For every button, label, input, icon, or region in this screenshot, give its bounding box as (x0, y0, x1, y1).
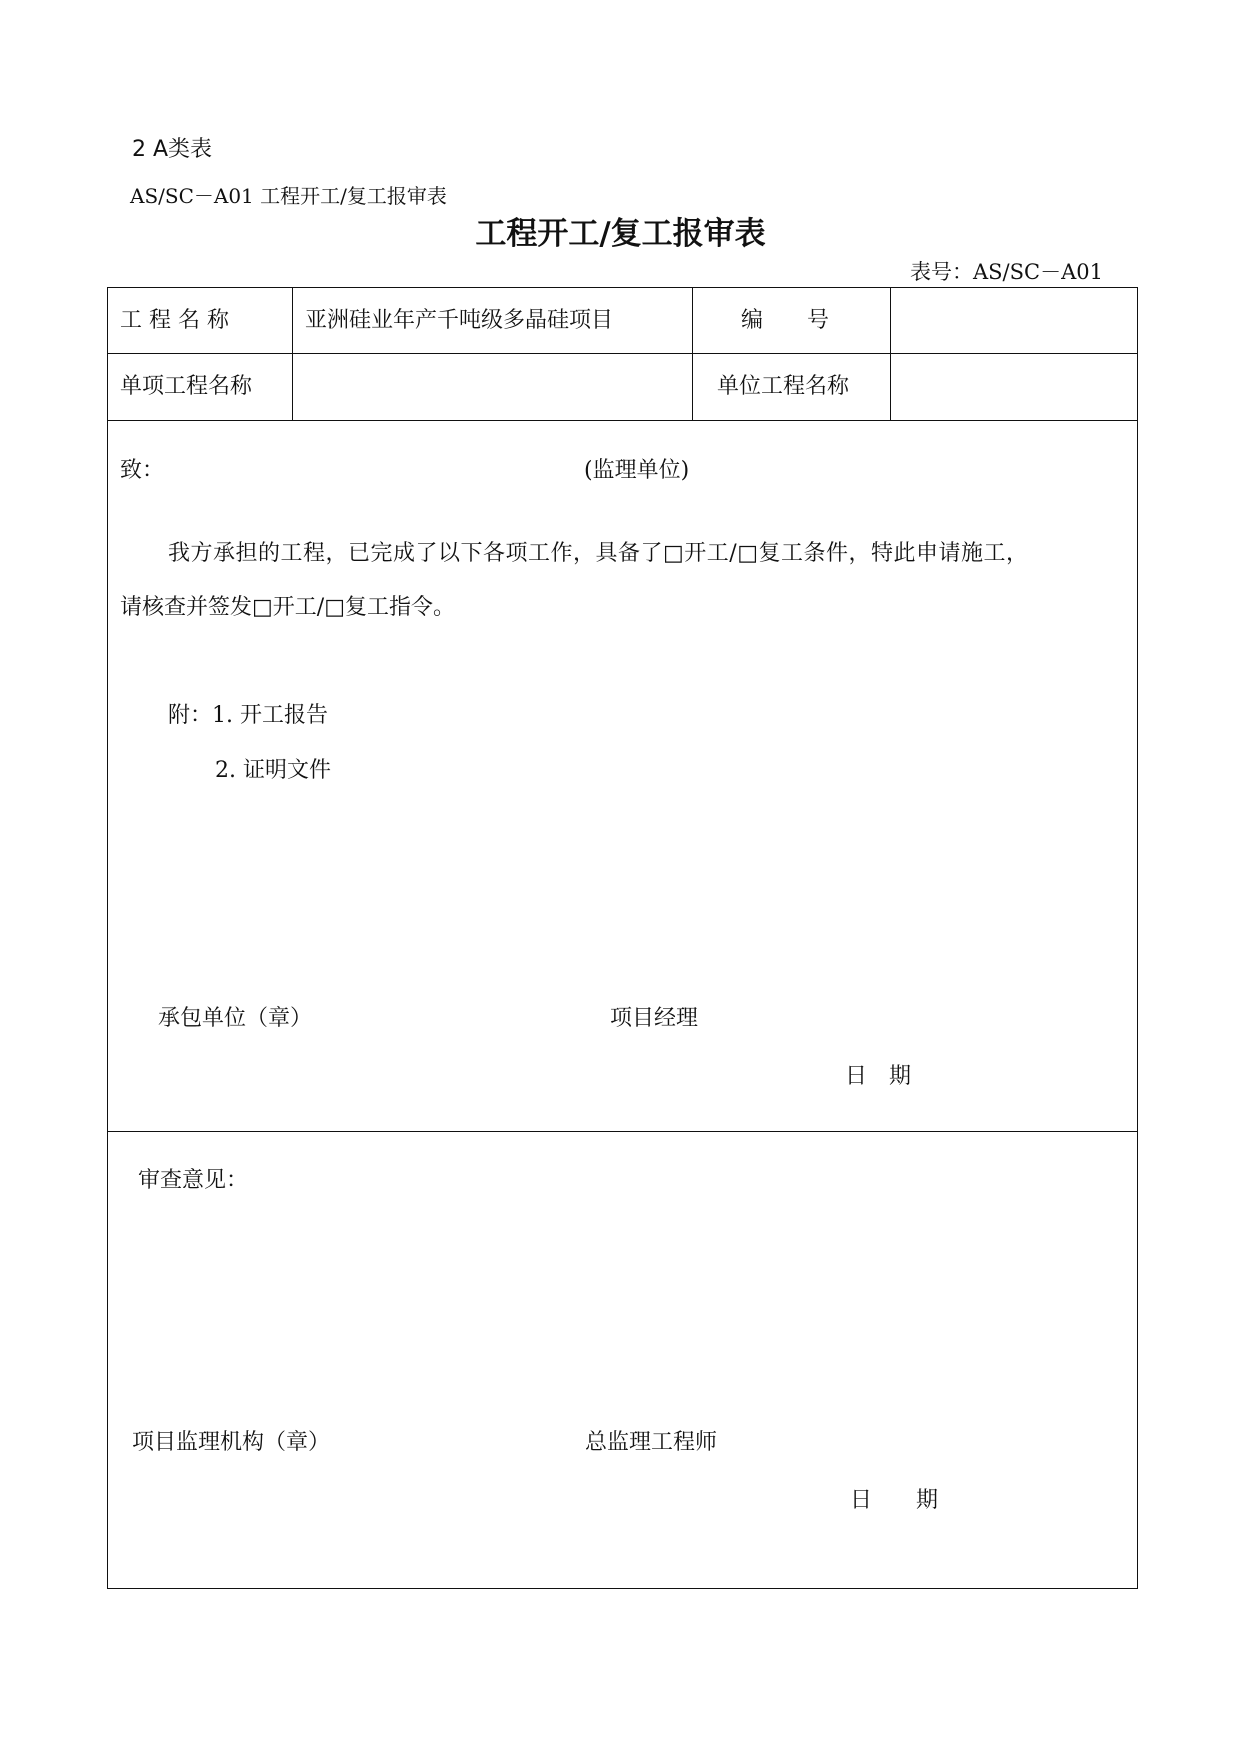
review-opinion-label: 审查意见： (138, 1168, 249, 1193)
to-label: 致： (120, 458, 165, 483)
table-border-top (107, 287, 1138, 288)
project-name-label: 工 程 名 称 (120, 308, 229, 333)
application-date-label: 日 期 (845, 1064, 912, 1089)
project-name-value[interactable]: 亚洲硅业年产千吨级多晶硅项目 (305, 308, 614, 333)
attachment-1: 附：1. 开工报告 (168, 703, 328, 728)
sub-project-name-label: 单项工程名称 (120, 374, 253, 399)
application-body-line-1: 我方承担的工程，已完成了以下各项工作，具备了□开工/□复工条件，特此申请施工， (168, 541, 1029, 566)
page-title: 工程开工/复工报审表 (475, 216, 766, 252)
table-border-right (1137, 287, 1138, 1589)
section-heading: 2 A类表 (132, 137, 213, 162)
row-divider (107, 353, 1138, 354)
unit-project-name-label: 单位工程名称 (717, 374, 850, 399)
column-divider (692, 287, 693, 421)
contractor-seal-label: 承包单位（章） (158, 1006, 313, 1031)
serial-number-label: 编 号 (741, 308, 830, 333)
table-border-left (107, 287, 108, 1589)
project-manager-label: 项目经理 (610, 1006, 699, 1031)
chief-supervisor-label: 总监理工程师 (585, 1430, 718, 1455)
review-date-label: 日 期 (850, 1488, 939, 1513)
supervision-org-seal-label: 项目监理机构（章） (132, 1430, 331, 1455)
form-number: 表号：AS/SC－A01 (910, 260, 1103, 284)
row-divider (107, 1131, 1138, 1132)
row-divider (107, 420, 1138, 421)
column-divider (292, 287, 293, 421)
attachment-2: 2. 证明文件 (215, 758, 331, 783)
application-body-line-2: 请核查并签发□开工/□复工指令。 (120, 595, 455, 620)
form-subtitle: AS/SC－A01 工程开工/复工报审表 (130, 184, 447, 208)
column-divider (890, 287, 891, 421)
table-border-bottom (107, 1588, 1138, 1589)
supervisor-unit-label: (监理单位) (584, 458, 690, 483)
